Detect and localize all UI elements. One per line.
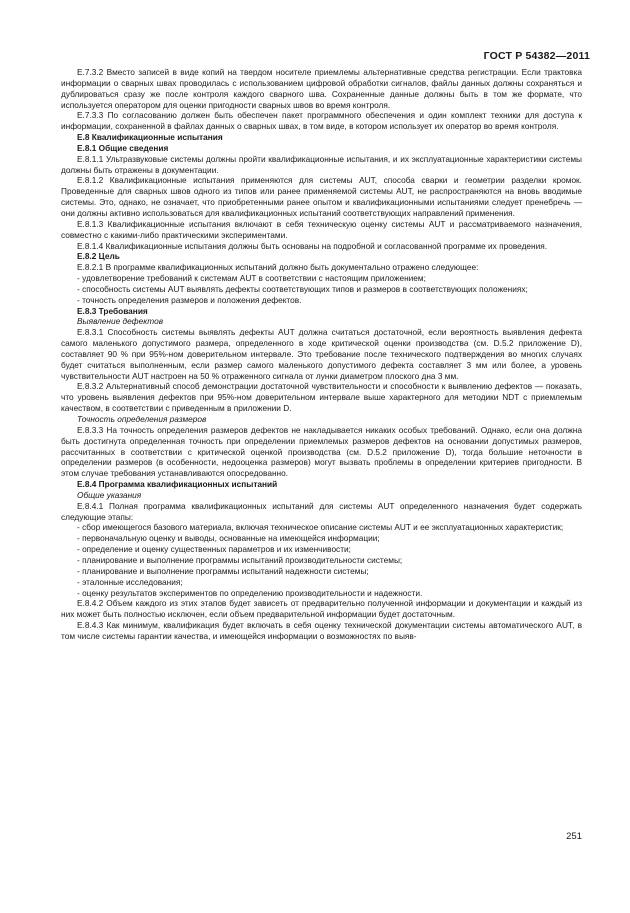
- standard-header: ГОСТ Р 54382—2011: [483, 50, 590, 62]
- paragraph: Е.8.4.1 Полная программа квалификационных испытаний для системы AUT определенного назначения будет содержать следующие этапы:: [61, 500, 582, 522]
- section-heading: Е.8 Квалификационные испытания: [77, 132, 223, 143]
- subsection-label: Точность определения размеров: [77, 414, 207, 424]
- section-heading: Е.8.1 Общие сведения: [77, 142, 169, 153]
- paragraph: - планирование и выполнение программы испытаний надежности системы;: [77, 565, 369, 576]
- paragraph: - первоначальную оценку и выводы, основанные на имеющейся информации;: [77, 533, 380, 544]
- paragraph: Е.8.4.3 Как минимум, квалификация будет включать в себя оценку технической документации системы автоматического AUT, в том числе системы гарантии качества, и имеющейся информации о возможностях по выяв-: [61, 620, 582, 641]
- page-number: 251: [566, 831, 582, 842]
- section-heading: Е.8.4 Программа квалификационных испытаний: [77, 479, 278, 490]
- section-heading: Е.8.2 Цель: [77, 251, 120, 262]
- document-body: [61, 67, 582, 642]
- paragraph: - сбор имеющегося базового материала, включая техническое описание системы AUT и ее эксплуатационных характеристик;: [77, 522, 564, 533]
- paragraph: - способность системы AUT выявлять дефекты соответствующих типов и размеров в соответствующих положениях;: [77, 283, 528, 294]
- paragraph: - удовлетворение требований к системам AUT в соответствии с настоящим приложением;: [77, 273, 426, 284]
- section-heading: Е.8.3 Требования: [77, 305, 148, 316]
- paragraph: Е.8.4.2 Объем каждого из этих этапов будет зависеть от предварительно полученной информации и документации и каждый из них может быть полностью исключен, если объем предварительной информации будет достаточным.: [61, 598, 582, 620]
- paragraph: - оценку результатов экспериментов по определению производительности и надежности.: [77, 587, 423, 598]
- paragraph: Е.8.1.4 Квалификационные испытания должны быть основаны на подробной и согласованной программе их проведения.: [77, 240, 548, 251]
- paragraph: - планирование и выполнение программы испытаний производительности системы;: [77, 554, 403, 565]
- paragraph: - определение и оценку существенных параметров и их изменчивости;: [77, 544, 351, 555]
- paragraph: Е.8.1.1 Ультразвуковые системы должны пройти квалификационные испытания, и их эксплуатационные характеристики системы должны быть отражены в документации.: [61, 153, 582, 175]
- paragraph: Е.8.2.1 В программе квалификационных испытаний должно быть документально отражено следующее:: [77, 262, 479, 273]
- paragraph: Е.8.1.2 Квалификационные испытания применяются для системы AUT, способа сварки и геометрии разделки кромок. Проведенные для сварных швов одного из типов или ранее применяемой системы AUT, не распространяются на вновь вводимые системы. Это, однако, не означает, что приобретенными ранее опытом и квалификационными испытаниями следует пренебречь — они должны активно использоваться для квалификационных испытаний соответствующих направлений применения.: [61, 175, 582, 218]
- paragraph: Е.8.3.1 Способность системы выявлять дефекты AUT должна считаться достаточной, если вероятность выявления дефекта самого маленького допустимого размера, определенного в ходе критической оценки производства (см. D.5.2 приложение D), составляет 90 % при 95%-ном доверительном интервале. Это требование после технического подтверждения во многих случаях будет считаться выполненным, если размер самого маленького допустимого дефекта составляет 3 мм или более, а уровень чувствительности AUT настроен на 50 % отраженного сигнала от лунки диаметром плоского дна 3 мм.: [61, 327, 582, 381]
- paragraph: Е.7.3.3 По согласованию должен быть обеспечен пакет программного обеспечения и один комплект техники для доступа к информации, сохраненной в файлах данных о сварных швах, в том виде, в котором использует их оператор во время контроля.: [61, 110, 582, 132]
- subsection-label: Общие указания: [77, 489, 142, 500]
- paragraph: Е.8.1.3 Квалификационные испытания включают в себя техническую оценку системы AUT и рассматриваемого назначения, совместно с какими-либо практическими экспериментами.: [61, 218, 582, 240]
- paragraph: Е.7.3.2 Вместо записей в виде копий на твердом носителе приемлемы альтернативные средства регистрации. Если трактовка информации о сварных швах проводилась с использованием цифровой обработки сигналов, файлы данных должны сохраняться и дублироваться сразу же после контроля каждого сварного шва. Сохраненные данные должны быть в том же формате, что используется оператором для оценки пригодности сварных швов во время контроля.: [61, 67, 582, 110]
- paragraph: Е.8.3.3 На точность определения размеров дефектов не накладывается никаких особых требований. Однако, если она должна быть достигнута определенная точность при определении приемлемых размеров дефектов на основании допустимых размеров, рассчитанных в соответствии с критической оценкой производства (см. D.5.2 приложение D), тогда большие неточности в определении размеров (в особенности, недооценка размеров) могут вызвать проблемы в определении критериев пригодности. В этом случае требования устанавливаются опосредованно.: [61, 424, 582, 479]
- subsection-label: Выявление дефектов: [77, 316, 164, 327]
- paragraph: - эталонные исследования;: [77, 576, 183, 587]
- paragraph: Е.8.3.2 Альтернативный способ демонстрации достаточной чувствительности и способности к выявлению дефектов — показать, что уровень выявления дефектов при 95%-ном доверительном интервале выше характерного для методики NDT с приемлемым качеством, в соответствии с приведенным в приложении D.: [61, 381, 582, 414]
- paragraph: - точность определения размеров и положения дефектов.: [77, 294, 302, 305]
